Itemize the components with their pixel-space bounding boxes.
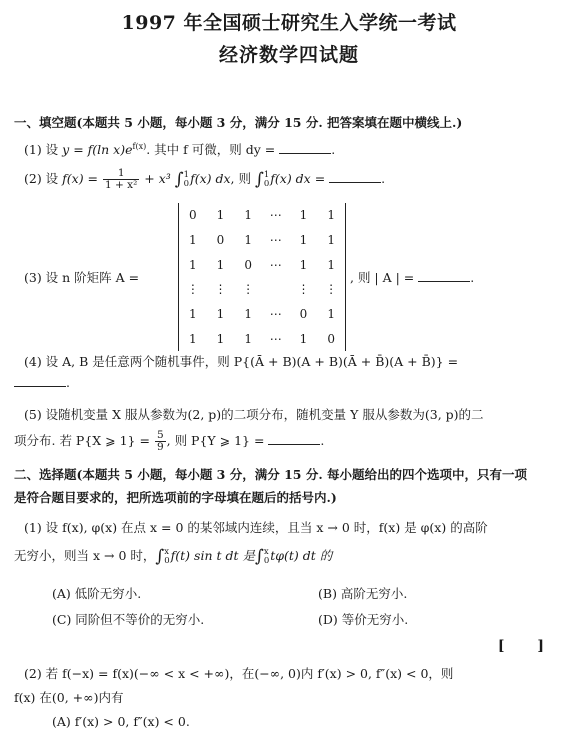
q2-mid: + x³ bbox=[144, 171, 171, 186]
matrix-cell: 1 bbox=[189, 331, 197, 346]
q2-int-upper: 1 bbox=[183, 169, 190, 180]
matrix-cell: 1 bbox=[327, 232, 335, 247]
exam-title: 1997 年全国硕士研究生入学统一考试 bbox=[121, 12, 457, 34]
determinant-matrix bbox=[178, 203, 346, 351]
q2-int-lower: 0 bbox=[183, 178, 190, 189]
question-1-4: (4) 设 A, B 是任意两个随机事件，则 P{(Ā + B)(A + B)(Ā + B̄)(A + B̄)} = bbox=[24, 354, 459, 369]
matrix-cell: ⋮ bbox=[297, 282, 310, 297]
q5-frac-den: 9 bbox=[156, 441, 164, 453]
matrix-row bbox=[179, 203, 345, 228]
q2-int-body: f(x) dx bbox=[190, 171, 231, 186]
q21-int1-body: f(t) sin t dt 是 bbox=[170, 548, 255, 563]
matrix-cell: 1 bbox=[244, 208, 252, 223]
q21-int1-lower: 0 bbox=[164, 555, 170, 566]
matrix-cell: ⋯ bbox=[269, 306, 282, 321]
answer-blank[interactable] bbox=[329, 170, 381, 183]
q2-lhs: f(x) = bbox=[62, 171, 103, 186]
question-2-1: (1) 设 f(x), φ(x) 在点 x = 0 的某邻域内连续，且当 x → 0 时，f(x) 是 φ(x) 的高阶 bbox=[24, 520, 488, 535]
matrix-cell: 1 bbox=[189, 257, 197, 272]
q21-int1-upper: x bbox=[164, 546, 170, 557]
matrix-row bbox=[179, 252, 345, 277]
integral-sign-icon: ∫ bbox=[174, 169, 184, 190]
question-2-2-cont: f(x) 在(0, +∞)内有 bbox=[14, 690, 124, 705]
question-1-1: (1) 设 y = f(ln $x)e^{f(x)}$. 其中 f 可微，则 dy = . bbox=[24, 141, 336, 157]
q2-int2-body: f(x) dx = bbox=[270, 171, 326, 186]
q2-int2-upper: 1 bbox=[263, 169, 270, 180]
matrix-cell bbox=[262, 277, 290, 302]
matrix-cell: 1 bbox=[299, 331, 308, 346]
answer-bracket[interactable]: [ ] bbox=[497, 638, 558, 654]
q2-int-limits bbox=[184, 171, 189, 189]
matrix-cell: ⋯ bbox=[269, 331, 282, 346]
q5-cont-prefix: 项分布. 若 P{X ⩾ 1} = bbox=[14, 433, 154, 448]
q2-frac-num: 1 bbox=[103, 168, 139, 180]
matrix-cell: 1 bbox=[244, 306, 252, 321]
matrix-cell: 1 bbox=[216, 208, 225, 223]
matrix-row bbox=[179, 326, 345, 351]
matrix-cell: ⋮ bbox=[242, 282, 255, 297]
matrix-cell: 1 bbox=[327, 306, 335, 321]
integral-sign-icon: ∫ bbox=[254, 546, 264, 567]
matrix-cell: 1 bbox=[244, 331, 252, 346]
q3-prefix: (3) 设 n 阶矩阵 A = bbox=[24, 270, 140, 285]
q2-then: , 则 bbox=[230, 171, 251, 186]
question-1-2: (2) 设 f(x) = $\frac{1}{\text{1 + x²}}$ + x³ ∫1 0f(x) dx, 则 ∫1 0f(x) dx = . bbox=[24, 167, 386, 191]
section2-heading-cont: 是符合题目要求的，把所选项前的字母填在题后的括号内.) bbox=[14, 490, 337, 505]
matrix-cell: ⋯ bbox=[269, 257, 282, 272]
matrix-cell: ⋮ bbox=[325, 282, 338, 297]
q2-int2-limits bbox=[264, 171, 269, 189]
matrix-cell: ⋯ bbox=[269, 232, 282, 247]
section2-heading: 二、选择题(本题共 5 小题，每小题 3 分，满分 15 分. 每小题给出的四个选项中，只有一项 bbox=[14, 467, 528, 482]
q5-cont-suffix: , 则 P{Y ⩾ 1} = bbox=[166, 433, 265, 448]
matrix-cell: ⋮ bbox=[186, 282, 199, 297]
q21-int2-body: tφ(t) dt 的 bbox=[270, 548, 333, 563]
answer-blank[interactable] bbox=[14, 374, 66, 387]
q1-expr: y = f(ln x)e bbox=[62, 142, 133, 157]
q1-prefix: (1) 设 bbox=[24, 142, 63, 157]
question-2-2: (2) 若 f(−x) = f(x)(−∞ < x < +∞)，在(−∞, 0)内 f′(x) > 0, f″(x) < 0，则 bbox=[24, 666, 454, 681]
matrix-cell: ⋮ bbox=[214, 282, 227, 297]
matrix-cell: 1 bbox=[244, 232, 252, 247]
answer-blank[interactable] bbox=[279, 141, 331, 154]
q5-fraction bbox=[155, 430, 166, 453]
q2-frac-den: 1 + x² bbox=[105, 179, 138, 191]
option-2-2-a[interactable]: (A) f′(x) > 0, f″(x) < 0. bbox=[52, 714, 190, 729]
matrix-cell: 1 bbox=[299, 208, 308, 223]
q21-int2-lower: 0 bbox=[263, 555, 270, 566]
q3-suffix: , 则 | A | = bbox=[350, 270, 415, 285]
q5-frac-num: 5 bbox=[156, 429, 164, 441]
matrix-cell: 1 bbox=[189, 232, 197, 247]
q21-int1-limits bbox=[164, 548, 169, 566]
question-1-5-cont: 项分布. 若 P{X ⩾ 1} = $\frac{5}{9}$ , 则 P{Y ⩾ 1} = . bbox=[14, 429, 325, 453]
answer-blank[interactable] bbox=[418, 269, 470, 282]
q1-suffix: . 其中 f 可微，则 dy = bbox=[146, 142, 276, 157]
q21-prefix: 无穷小，则当 x → 0 时， bbox=[14, 548, 156, 563]
option-c[interactable]: (C) 同阶但不等价的无穷小. bbox=[52, 612, 205, 627]
matrix-cell: 1 bbox=[327, 257, 335, 272]
matrix-cell: 1 bbox=[216, 331, 225, 346]
matrix-row bbox=[179, 228, 345, 253]
q21-int2-upper: x bbox=[263, 546, 269, 557]
integral-sign-icon: ∫ bbox=[254, 169, 264, 190]
matrix-row bbox=[179, 302, 345, 327]
matrix-cell: ⋯ bbox=[269, 208, 282, 223]
matrix-cell: 1 bbox=[216, 257, 225, 272]
option-b[interactable]: (B) 高阶无穷小. bbox=[318, 586, 408, 601]
answer-blank[interactable] bbox=[268, 432, 320, 445]
matrix-cell: 0 bbox=[299, 306, 308, 321]
option-d[interactable]: (D) 等价无穷小. bbox=[318, 612, 409, 627]
matrix-cell: 0 bbox=[189, 208, 197, 223]
matrix-cell: 1 bbox=[299, 257, 308, 272]
question-1-5: (5) 设随机变量 X 服从参数为(2, p)的二项分布，随机变量 Y 服从参数为(3, p)的二 bbox=[24, 407, 484, 422]
integral-sign-icon: ∫ bbox=[155, 546, 165, 567]
matrix-cell: 1 bbox=[327, 208, 335, 223]
question-1-3-tail: , 则 | A | = . bbox=[350, 270, 475, 285]
q21-int2-limits bbox=[264, 548, 269, 566]
question-2-1-cont bbox=[14, 546, 332, 567]
q2-fraction bbox=[103, 168, 139, 191]
matrix-cell: 1 bbox=[216, 306, 225, 321]
section1-heading: 一、填空题(本题共 5 小题，每小题 3 分，满分 15 分. 把答案填在题中横线上.) bbox=[14, 115, 463, 130]
matrix-cell: 1 bbox=[299, 232, 308, 247]
matrix-cell: 0 bbox=[216, 232, 225, 247]
q1-sup: f(x) bbox=[132, 141, 147, 151]
matrix-cell: 1 bbox=[189, 306, 197, 321]
matrix-table bbox=[179, 203, 345, 351]
question-1-4-blank: . bbox=[14, 374, 70, 390]
q2-int2-lower: 0 bbox=[263, 178, 270, 189]
matrix-cell: 0 bbox=[327, 331, 335, 346]
matrix-cell: 0 bbox=[244, 257, 252, 272]
option-a[interactable]: (A) 低阶无穷小. bbox=[52, 586, 142, 601]
q2-prefix: (2) 设 bbox=[24, 171, 63, 186]
exam-subtitle: 经济数学四试题 bbox=[218, 44, 359, 66]
matrix-row bbox=[179, 277, 345, 302]
